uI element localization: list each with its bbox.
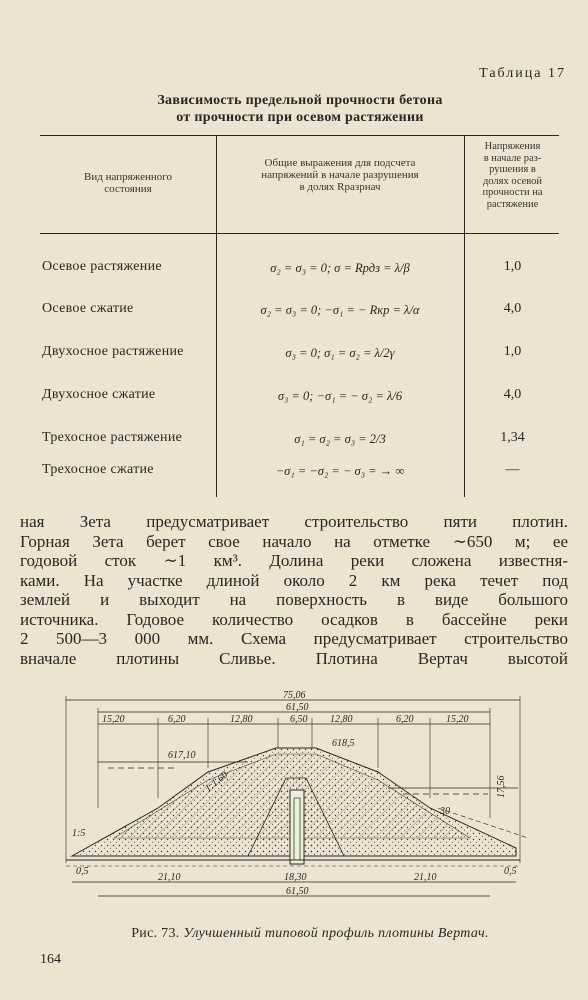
dim-left-3: 12,80	[230, 714, 253, 725]
header-expr-line-1: Общие выражения для подсчета	[264, 157, 416, 169]
header-fraction-line-6: растяжение	[486, 198, 539, 210]
paragraph-line: годовой сток ∼1 км³. Долина реки сложена известня-	[20, 551, 568, 570]
header-fraction-line-4: долях осевой	[482, 175, 543, 187]
row-formula: σ₂ = σ₃ = 0; σ = Rрдз = λ/β	[270, 261, 410, 275]
elevation-crest: 618,5	[332, 738, 355, 749]
dam-profile-figure	[58, 688, 530, 910]
dim-total-top: 75,06	[283, 690, 306, 701]
row-name: Осевое сжатие	[42, 301, 134, 316]
row-formula: σ₂ = σ₃ = 0; −σ₁ = − Rкр = λ/α	[260, 303, 420, 317]
dim-left-1: 15,20	[102, 714, 125, 725]
paragraph-line: ная Зета предусматривает строительство пяти плотин.	[20, 512, 568, 531]
row-value: —	[505, 462, 520, 477]
column-divider-1	[216, 135, 217, 497]
paragraph-line: вначале плотины Сливье. Плотина Вертач высотой	[20, 648, 568, 668]
header-stress-state	[40, 171, 216, 195]
dim-right-1: 12,80	[330, 714, 353, 725]
table-header-rule	[40, 233, 559, 234]
paragraph-line: ками. На участке длиной около 2 км река течет под	[20, 570, 568, 590]
header-stress-state-line-1: Вид напряженного	[84, 171, 172, 183]
header-fraction-line-3: рушения в	[489, 164, 536, 175]
dim-right-2: 6,20	[396, 714, 414, 725]
row-value: 1,34	[500, 430, 525, 445]
row-value: 1,0	[503, 344, 522, 359]
dim-right-3: 15,20	[446, 714, 469, 725]
header-fraction-line-5: прочности на	[482, 187, 543, 198]
dim-edge-right: 0,5	[504, 866, 517, 877]
paragraph-line: источника. Годовое количество осадков в бассейне реки	[20, 609, 568, 629]
dim-base-top: 61,50	[286, 702, 309, 713]
header-general-expressions	[218, 157, 462, 193]
slope-toe: 1:5	[72, 828, 86, 839]
column-divider-2	[464, 135, 465, 497]
header-fraction-line-1: Напряжения	[484, 141, 541, 152]
dim-edge-left: 0,5	[76, 866, 89, 877]
dim-left-2: 6,20	[168, 714, 186, 725]
dim-bottom-3: 21,10	[414, 872, 437, 883]
page-number: 164	[40, 952, 61, 967]
figure-caption	[60, 926, 560, 942]
row-name: Трехосное растяжение	[42, 430, 183, 445]
inspection-gallery	[290, 790, 304, 864]
row-formula: σ₃ = 0; −σ₁ = − σ₂ = λ/6	[277, 389, 403, 403]
stress-table	[40, 135, 559, 497]
dim-bottom-1: 21,10	[158, 872, 181, 883]
row-value: 4,0	[503, 387, 522, 402]
caption-text: Улучшенный типовой профиль плотины Вертач.	[183, 926, 489, 941]
table-title	[40, 92, 560, 126]
paragraph-line: землей и выходит на поверхность в виде большого	[20, 590, 568, 609]
dim-crest: 6,50	[290, 714, 308, 725]
row-formula: σ₁ = σ₂ = σ₃ = 2/3	[294, 432, 386, 446]
row-value: 4,0	[503, 301, 522, 316]
row-formula: σ₃ = 0; σ₁ = σ₂ = λ/2γ	[285, 346, 395, 360]
table-top-rule	[40, 135, 559, 136]
table-number: Таблица 17	[479, 66, 566, 81]
slope-upstream: 1:1,60	[203, 769, 231, 795]
row-name: Двухосное растяжение	[42, 344, 184, 359]
row-name: Двухосное сжатие	[42, 387, 156, 402]
elevation-left: 617,10	[168, 750, 196, 761]
berm-width: 30	[440, 806, 450, 817]
body-paragraph	[20, 512, 568, 668]
table-title-line-1: Зависимость предельной прочности бетона	[157, 93, 443, 108]
dam-height: 17,56	[496, 775, 507, 798]
header-fraction-line-2: в начале раз-	[483, 152, 542, 164]
paragraph-line: 2 500—3 000 мм. Схема предусматривает строительство	[20, 629, 568, 648]
header-stress-fraction	[466, 141, 559, 210]
table-title-line-2: от прочности при осевом растяжении	[176, 110, 424, 125]
row-value: 1,0	[503, 259, 522, 274]
dim-base-bottom: 61,50	[286, 886, 309, 897]
header-expr-line-2: напряжений в начале разрушения	[261, 169, 419, 181]
header-stress-state-line-2: состояния	[104, 183, 152, 195]
row-name: Трехосное сжатие	[42, 462, 154, 477]
caption-number: Рис. 73.	[131, 926, 180, 941]
paragraph-line: Горная Зета берет свое начало на отметке ∼650 м; ее	[20, 531, 568, 551]
row-formula: −σ₁ = −σ₂ = − σ₃ = → ∞	[275, 464, 405, 478]
dim-bottom-2: 18,30	[284, 872, 307, 883]
header-expr-line-3: в долях Rразрнач	[299, 181, 381, 193]
row-name: Осевое растяжение	[42, 259, 162, 274]
